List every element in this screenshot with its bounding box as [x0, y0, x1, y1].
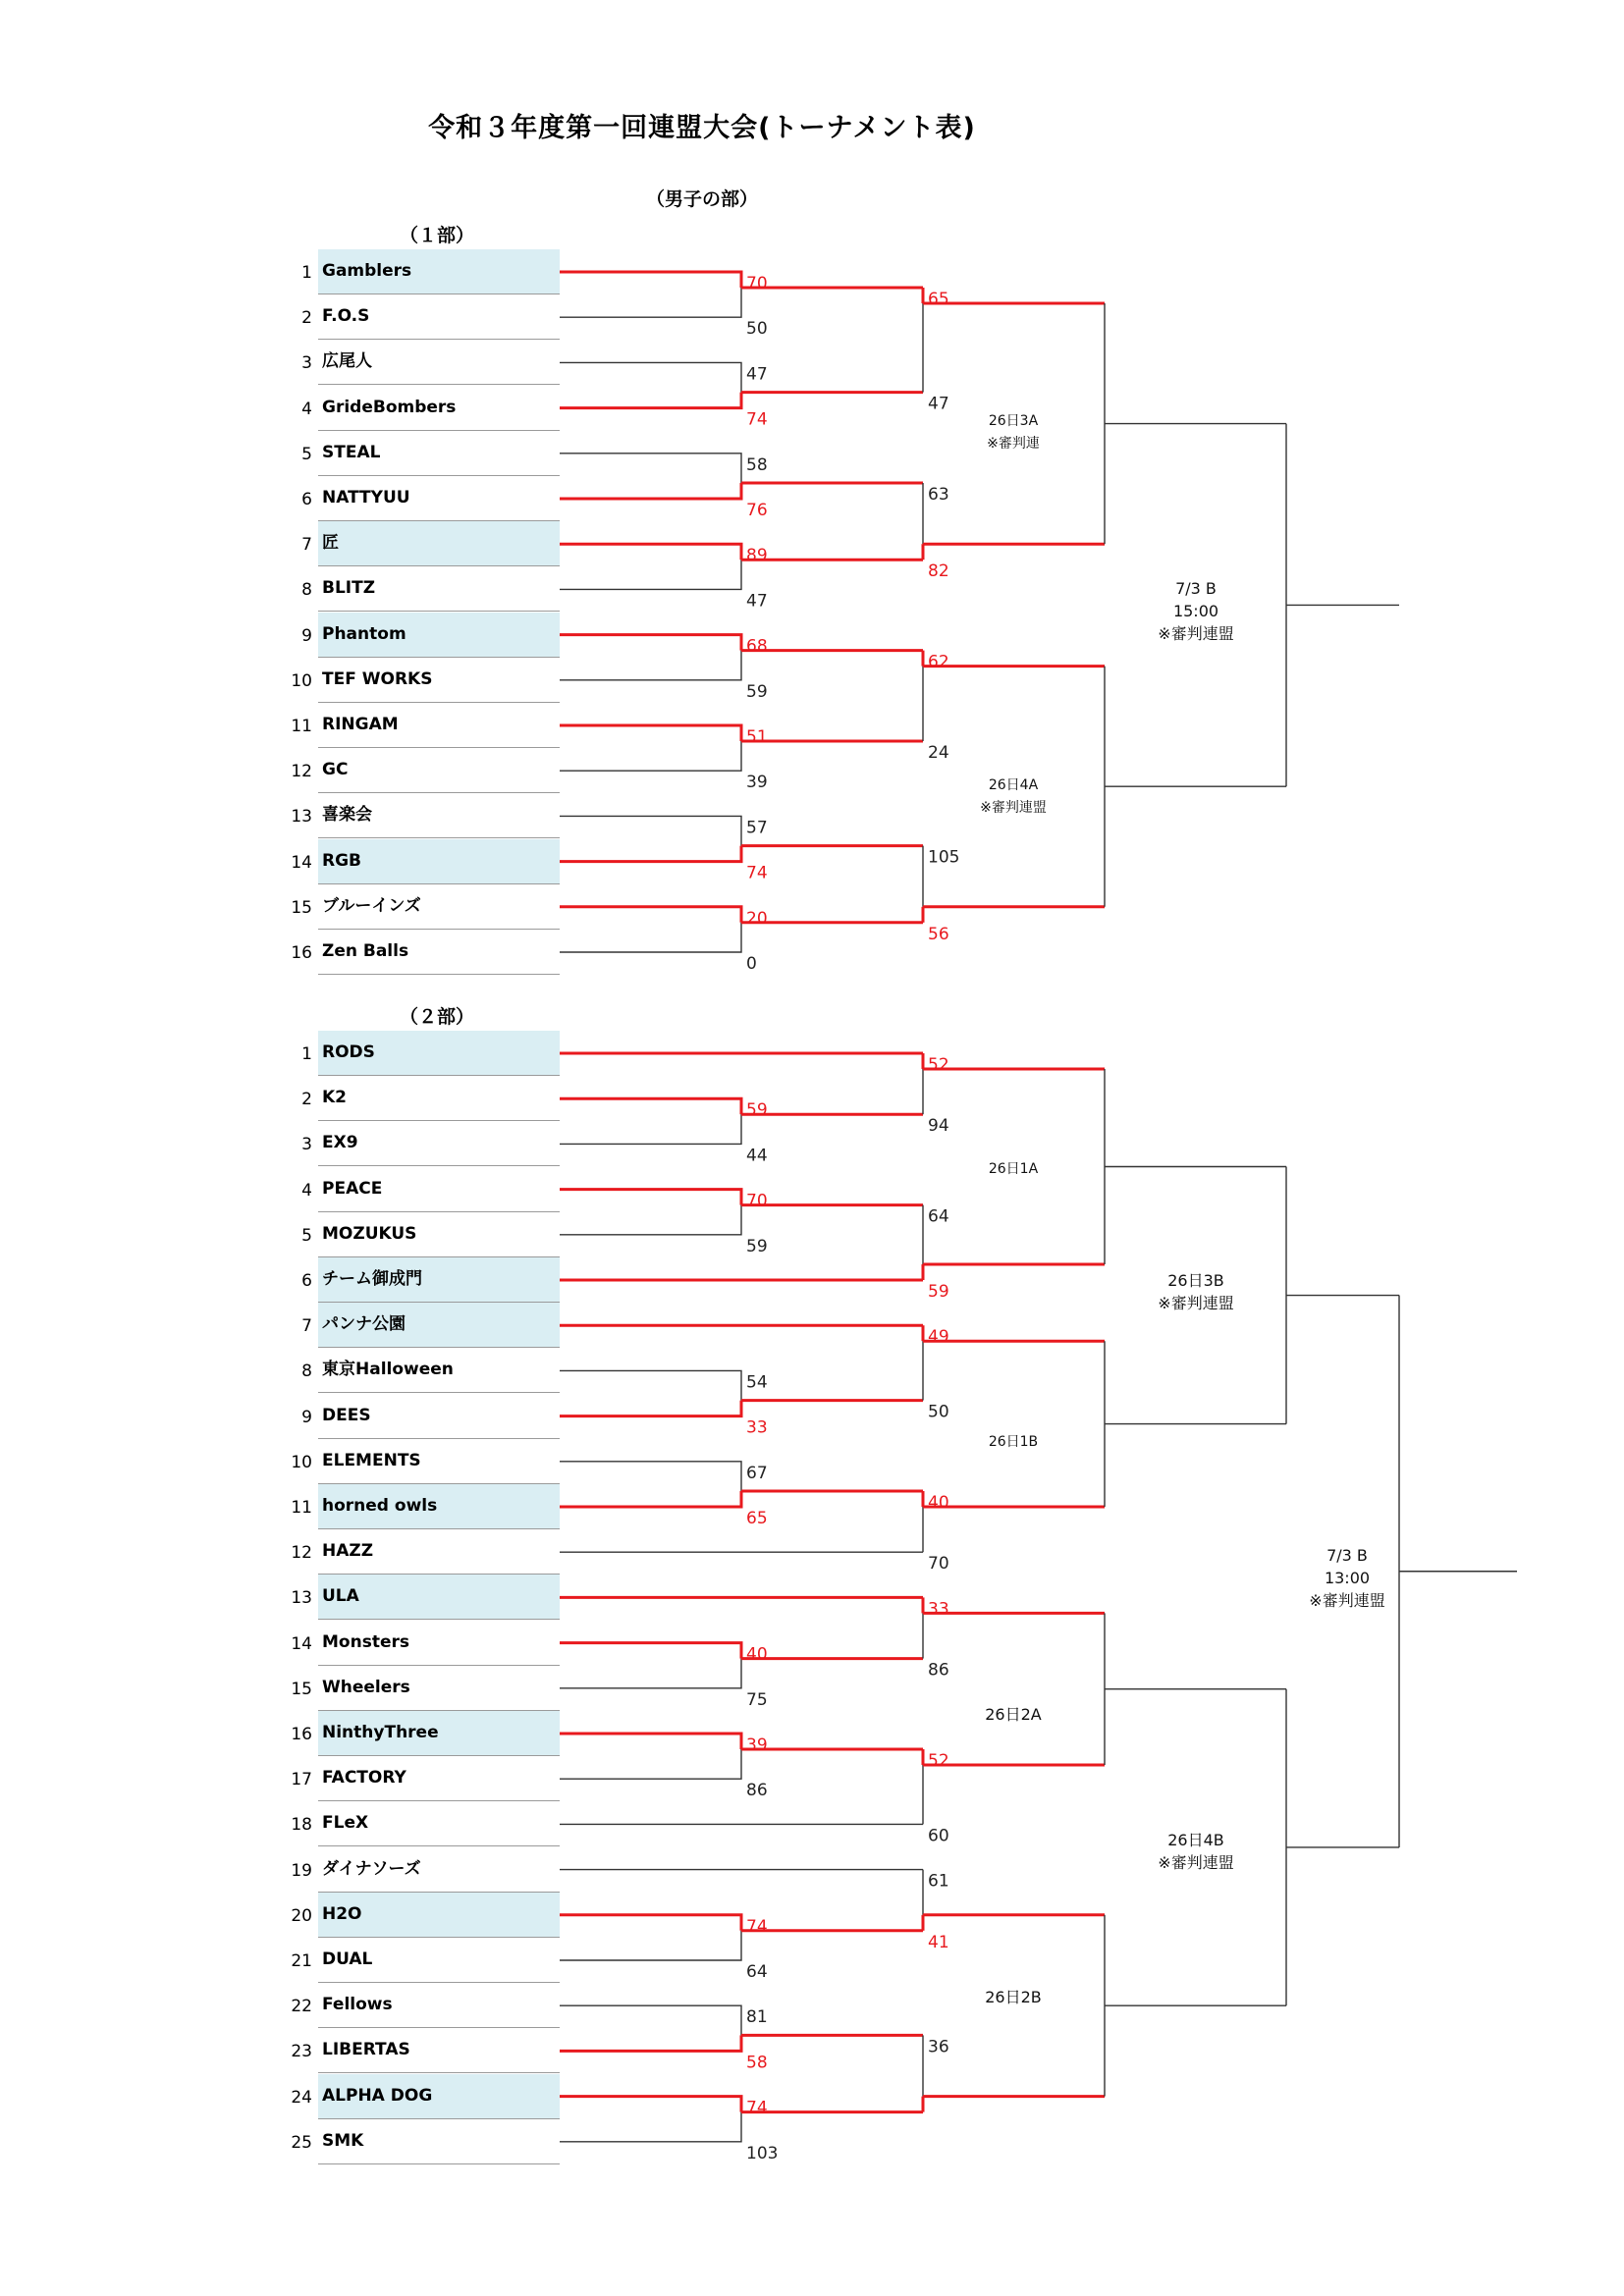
team-name: NATTYUU [318, 476, 560, 521]
team-name: PEACE [318, 1167, 560, 1212]
bracket-line [560, 1749, 741, 1779]
match-info: 7/3 B [1326, 1546, 1368, 1565]
bracket-line-winner [560, 1643, 741, 1659]
score-label: 33 [928, 1599, 949, 1620]
team-number: 6 [301, 1271, 312, 1291]
team-name: 広尾人 [318, 340, 560, 385]
score-label: 36 [928, 2037, 949, 2057]
team-number: 9 [301, 1407, 312, 1427]
team-name: 匠 [318, 521, 560, 566]
team-name: FLeX [318, 1801, 560, 1846]
score-label: 33 [746, 1417, 768, 1438]
bracket-line [560, 1114, 741, 1144]
team-name: ALPHA DOG [318, 2074, 560, 2119]
match-info: 26日3B [1167, 1271, 1224, 1290]
bracket-line-winner [560, 2097, 741, 2112]
match-info: ※審判連盟 [1309, 1591, 1385, 1610]
match-info: 26日4B [1167, 1831, 1224, 1849]
bracket-line-winner [560, 393, 741, 408]
score-label: 0 [746, 954, 757, 974]
team-number: 16 [291, 1725, 312, 1744]
team-name: SMK [318, 2119, 560, 2164]
score-label: 58 [746, 2053, 768, 2073]
bracket-line [560, 288, 741, 317]
team-number: 5 [301, 1225, 312, 1246]
bracket-line-winner [560, 1491, 741, 1507]
team-number: 11 [291, 717, 312, 736]
match-info: 26日3A [988, 413, 1039, 429]
score-label: 60 [928, 1826, 949, 1846]
team-number: 25 [291, 2132, 312, 2153]
division-label-2: （２部） [399, 1006, 474, 1028]
bracket-line [560, 741, 741, 771]
match-info: ※審判連 [987, 436, 1040, 452]
team-name: FACTORY [318, 1756, 560, 1801]
bracket-line-winner [560, 1401, 741, 1416]
team-number: 1 [301, 263, 312, 283]
team-name: Gamblers [318, 249, 560, 294]
team-name: GrideBombers [318, 386, 560, 431]
team-name: BLITZ [318, 566, 560, 612]
bracket-line-winner [560, 725, 741, 741]
team-name: RODS [318, 1031, 560, 1076]
score-label: 64 [746, 1962, 768, 1982]
score-label: 89 [746, 546, 768, 566]
bracket-line-winner [560, 1098, 741, 1114]
team-number: 8 [301, 1362, 312, 1382]
team-name: Zen Balls [318, 930, 560, 975]
score-label: 47 [746, 591, 768, 612]
score-label: 50 [928, 1402, 949, 1422]
score-label: 74 [746, 863, 768, 883]
match-info: ※審判連盟 [1158, 1294, 1234, 1312]
score-label: 94 [928, 1116, 949, 1137]
score-label: 61 [928, 1871, 949, 1892]
team-number: 19 [291, 1860, 312, 1881]
team-number: 8 [301, 580, 312, 601]
score-label: 40 [746, 1644, 768, 1665]
team-number: 3 [301, 353, 312, 374]
team-number: 18 [291, 1815, 312, 1836]
score-label: 62 [928, 652, 949, 672]
match-info: 26日1B [988, 1434, 1039, 1450]
team-number: 2 [301, 1090, 312, 1110]
team-name: 東京Halloween [318, 1348, 560, 1393]
bracket-line-winner [560, 544, 741, 560]
bracket-line [560, 362, 741, 392]
match-info: 26日1A [988, 1161, 1039, 1177]
team-name: Monsters [318, 1621, 560, 1666]
score-label: 44 [746, 1146, 768, 1166]
score-label: 103 [746, 2143, 779, 2163]
team-number: 15 [291, 897, 312, 918]
team-name: ULA [318, 1575, 560, 1620]
team-number: 14 [291, 852, 312, 873]
team-name: パンナ公園 [318, 1303, 560, 1348]
bracket-line [560, 2112, 741, 2142]
team-number: 10 [291, 670, 312, 691]
division-label-1: （１部） [399, 225, 474, 246]
score-label: 41 [928, 1932, 949, 1952]
match-info: ※審判連盟 [1158, 624, 1234, 643]
team-number: 6 [301, 490, 312, 509]
team-number: 21 [291, 1951, 312, 1971]
score-label: 24 [928, 743, 949, 763]
score-label: 47 [928, 394, 949, 414]
team-name: HAZZ [318, 1529, 560, 1575]
score-label: 59 [746, 1236, 768, 1256]
team-name: H2O [318, 1893, 560, 1938]
score-label: 76 [746, 501, 768, 520]
bracket-line [560, 816, 741, 845]
team-number: 11 [291, 1498, 312, 1518]
bracket-line-winner [560, 907, 741, 923]
match-info: 26日2B [985, 1988, 1042, 2006]
score-label: 59 [746, 681, 768, 702]
score-label: 59 [928, 1282, 949, 1302]
bracket-line [560, 454, 741, 483]
team-number: 23 [291, 2042, 312, 2062]
score-label: 51 [746, 727, 768, 747]
score-label: 74 [746, 1916, 768, 1937]
score-label: 65 [928, 290, 949, 309]
score-label: 40 [928, 1493, 949, 1513]
score-label: 105 [928, 847, 960, 868]
score-label: 64 [928, 1206, 949, 1227]
team-number: 10 [291, 1452, 312, 1472]
bracket-line [560, 651, 741, 680]
score-label: 74 [746, 2098, 768, 2118]
team-number: 14 [291, 1633, 312, 1654]
team-number: 22 [291, 1997, 312, 2017]
team-name: RINGAM [318, 703, 560, 748]
score-label: 68 [746, 636, 768, 657]
team-name: DEES [318, 1394, 560, 1439]
score-label: 59 [746, 1100, 768, 1121]
team-name: TEF WORKS [318, 658, 560, 703]
team-name: F.O.S [318, 294, 560, 340]
team-number: 2 [301, 308, 312, 329]
bracket-line-winner [560, 2035, 741, 2051]
bracket-line-winner [560, 1734, 741, 1749]
team-name: 喜楽会 [318, 793, 560, 838]
team-number: 1 [301, 1044, 312, 1064]
score-label: 58 [746, 454, 768, 475]
bracket-line [560, 1931, 741, 1960]
team-name: チーム御成門 [318, 1257, 560, 1303]
bracket-line [560, 923, 741, 952]
match-info: 26日4A [988, 777, 1039, 793]
team-name: horned owls [318, 1484, 560, 1529]
page-subtitle: （男子の部） [645, 188, 758, 210]
team-number: 20 [291, 1905, 312, 1926]
team-number: 12 [291, 1543, 312, 1564]
score-label: 70 [746, 1191, 768, 1211]
team-number: 17 [291, 1770, 312, 1790]
score-label: 49 [928, 1327, 949, 1348]
match-info: ※審判連盟 [1158, 1853, 1234, 1872]
team-name: Fellows [318, 1983, 560, 2028]
team-name: ダイナソーズ [318, 1847, 560, 1893]
bracket-line [560, 1659, 741, 1688]
team-name: LIBERTAS [318, 2028, 560, 2073]
score-label: 54 [746, 1372, 768, 1393]
team-number: 24 [291, 2087, 312, 2108]
bracket-line [560, 560, 741, 589]
team-name: Wheelers [318, 1666, 560, 1711]
bracket-line [560, 1205, 741, 1235]
team-name: STEAL [318, 431, 560, 476]
match-info: 7/3 B [1175, 579, 1217, 598]
bracket-line-winner [560, 1190, 741, 1205]
bracket-line-winner [560, 635, 741, 651]
team-number: 3 [301, 1135, 312, 1155]
score-label: 47 [746, 364, 768, 385]
score-label: 39 [746, 773, 768, 793]
score-label: 86 [928, 1660, 949, 1681]
score-label: 67 [746, 1463, 768, 1483]
score-label: 70 [746, 274, 768, 294]
team-number: 4 [301, 1180, 312, 1201]
team-name: GC [318, 748, 560, 793]
bracket-line [560, 2005, 741, 2035]
bracket-line [560, 1462, 741, 1491]
bracket-line [560, 1370, 741, 1400]
team-number: 4 [301, 399, 312, 419]
score-label: 74 [746, 409, 768, 430]
team-name: K2 [318, 1076, 560, 1121]
team-number: 16 [291, 943, 312, 963]
score-label: 63 [928, 485, 949, 505]
score-label: 57 [746, 818, 768, 838]
team-name: Phantom [318, 613, 560, 658]
team-number: 7 [301, 1316, 312, 1337]
bracket-line-winner [560, 846, 741, 862]
team-name: EX9 [318, 1121, 560, 1166]
score-label: 52 [928, 1055, 949, 1075]
team-name: MOZUKUS [318, 1212, 560, 1257]
team-number: 13 [291, 807, 312, 828]
bracket-line-winner [560, 272, 741, 288]
team-number: 15 [291, 1679, 312, 1699]
team-number: 5 [301, 444, 312, 464]
team-number: 7 [301, 535, 312, 556]
score-label: 81 [746, 2007, 768, 2028]
team-name: NinthyThree [318, 1711, 560, 1756]
team-number: 12 [291, 762, 312, 782]
bracket-line-winner [560, 483, 741, 499]
match-info: 15:00 [1172, 602, 1219, 620]
score-label: 50 [746, 319, 768, 340]
score-label: 65 [746, 1509, 768, 1528]
score-label: 20 [746, 908, 768, 929]
bracket-line-winner [560, 1915, 741, 1931]
score-label: 82 [928, 561, 949, 582]
score-label: 39 [746, 1735, 768, 1755]
team-name: DUAL [318, 1938, 560, 1983]
team-number: 9 [301, 625, 312, 646]
team-number: 13 [291, 1588, 312, 1609]
score-label: 52 [928, 1751, 949, 1771]
team-name: RGB [318, 839, 560, 884]
score-label: 86 [746, 1781, 768, 1801]
match-info: ※審判連盟 [980, 800, 1047, 816]
match-info: 26日2A [985, 1705, 1042, 1724]
team-name: ブルーインズ [318, 884, 560, 930]
match-info: 13:00 [1324, 1569, 1371, 1587]
page-title: 令和３年度第一回連盟大会(トーナメント表) [428, 113, 976, 143]
score-label: 75 [746, 1689, 768, 1710]
score-label: 56 [928, 924, 949, 944]
team-name: ELEMENTS [318, 1439, 560, 1484]
score-label: 70 [928, 1554, 949, 1575]
